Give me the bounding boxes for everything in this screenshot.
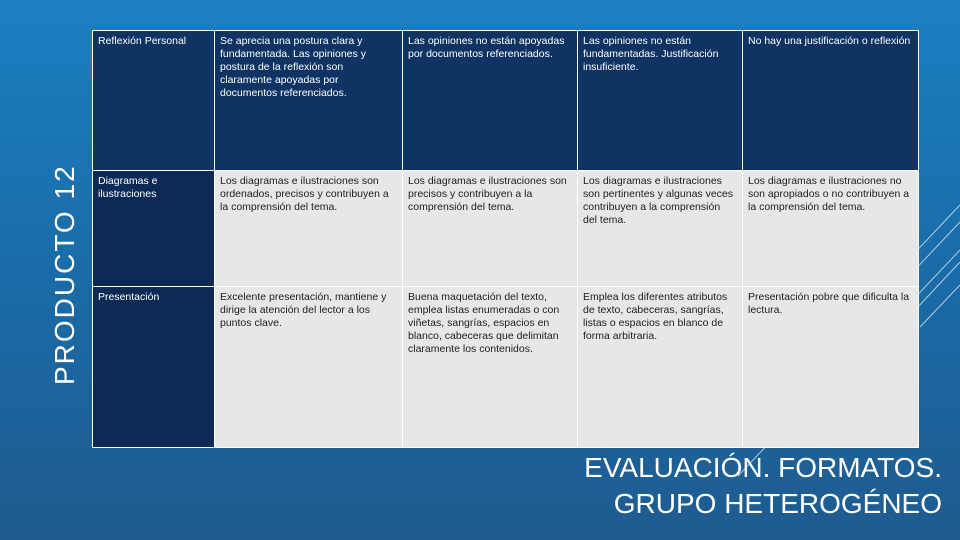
rubric-row-presentacion bbox=[93, 287, 919, 448]
level-cell: Buena maquetación del texto, emplea listas enumeradas o con viñetas, sangrías, espacios en blanco, cabeceras que delimitan claramente los contenidos. bbox=[403, 287, 578, 448]
criterion-cell: Diagramas e ilustraciones bbox=[93, 171, 215, 287]
level-cell: Los diagramas e ilustraciones son pertinentes y algunas veces contribuyen a la comprensión del tema. bbox=[578, 171, 743, 287]
criterion-cell: Reflexión Personal bbox=[93, 31, 215, 171]
slide-title-line-2: GRUPO HETEROGÉNEO bbox=[613, 488, 942, 519]
slide-title bbox=[502, 450, 942, 522]
level-cell: No hay una justificación o reflexión bbox=[743, 31, 919, 171]
rubric-table bbox=[92, 30, 919, 448]
level-cell: Los diagramas e ilustraciones son ordenados, precisos y contribuyen a la comprensión del tema. bbox=[215, 171, 403, 287]
level-cell: Los diagramas e ilustraciones son precisos y contribuyen a la comprensión del tema. bbox=[403, 171, 578, 287]
level-cell: Emplea los diferentes atributos de texto, cabeceras, sangrías, listas o espacios en blanco de forma arbitraria. bbox=[578, 287, 743, 448]
side-title: PRODUCTO 12 bbox=[49, 164, 80, 385]
level-cell: Las opiniones no están apoyadas por documentos referenciados. bbox=[403, 31, 578, 171]
level-cell: Presentación pobre que dificulta la lectura. bbox=[743, 287, 919, 448]
level-cell: Excelente presentación, mantiene y dirige la atención del lector a los puntos clave. bbox=[215, 287, 403, 448]
rubric-row-reflexion bbox=[93, 31, 919, 171]
level-cell: Las opiniones no están fundamentadas. Justificación insuficiente. bbox=[578, 31, 743, 171]
slide-title-line-1: EVALUACIÓN. FORMATOS. bbox=[584, 452, 942, 483]
rubric-row-diagramas bbox=[93, 171, 919, 287]
level-cell: Se aprecia una postura clara y fundamentada. Las opiniones y postura de la reflexión son claramente apoyadas por documentos referenciados. bbox=[215, 31, 403, 171]
level-cell: Los diagramas e ilustraciones no son apropiados o no contribuyen a la comprensión del tema. bbox=[743, 171, 919, 287]
criterion-cell: Presentación bbox=[93, 287, 215, 448]
